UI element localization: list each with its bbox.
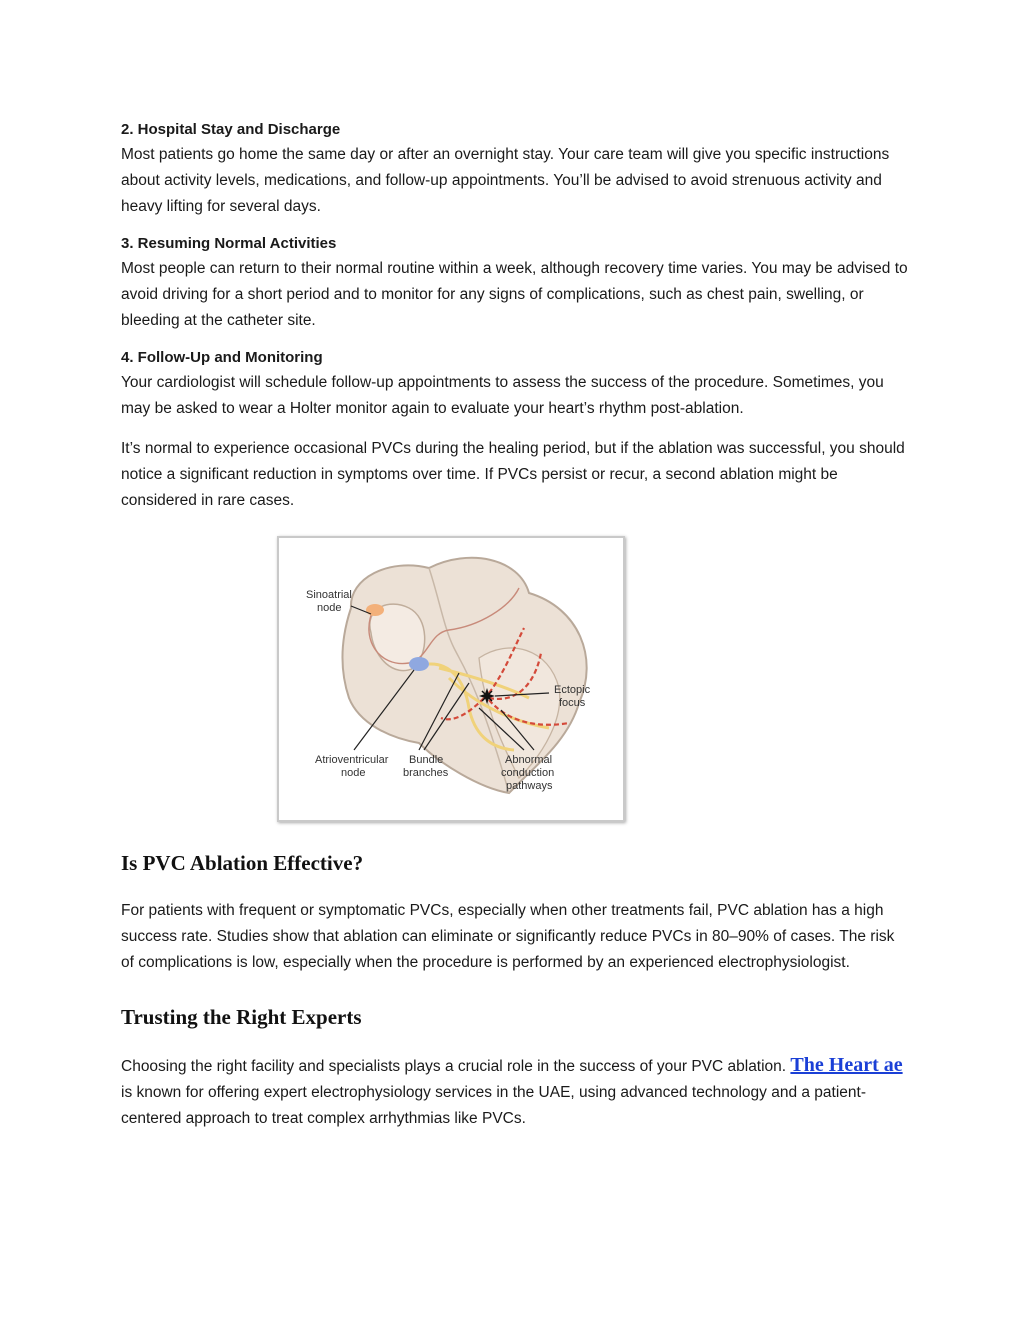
section-title: 4. Follow-Up and Monitoring [121, 349, 323, 366]
label-abnormal-pathways: conduction [501, 767, 555, 779]
section-body: Most people can return to their normal routine within a week, although recovery time varies. You may be advised to avoid driving for a short period and to monitor for any signs of complications, such as chest pain, swelling, or bleeding at the catheter site. [121, 260, 908, 329]
section-resuming-activities [121, 234, 911, 334]
label-abnormal-pathways: pathways [506, 780, 553, 792]
paragraph-pvcs-healing: It’s normal to experience occasional PVCs during the healing period, but if the ablation was successful, you should notice a significant reduction in symptoms over time. If PVCs persist or recur, a second ablation might be considered in rare cases. [121, 440, 905, 509]
section-follow-up [121, 348, 911, 422]
label-bundle-branches: Bundle [409, 754, 444, 766]
the-heart-link[interactable]: The Heart ae [790, 1054, 903, 1076]
section-body: Most patients go home the same day or after an overnight stay. Your care team will give you specific instructions about activity levels, medications, and follow-up appointments. You’ll be advised to avoid strenuous activity and heavy lifting for several days. [121, 146, 890, 215]
paragraph-effective: For patients with frequent or symptomatic PVCs, especially when other treatments fail, PVC ablation has a high success rate. Studies show that ablation can eliminate or significantly reduce PVCs in 80–90% of cases. The risk of complications is low, especially when the procedure is performed by an experienced electrophysiologist. [121, 902, 895, 971]
section-hospital-stay [121, 120, 911, 220]
label-av-node: Atrioventricular [315, 754, 389, 766]
heading-experts: Trusting the Right Experts [121, 1005, 362, 1029]
av-node [409, 657, 429, 671]
section-title: 2. Hospital Stay and Discharge [121, 121, 341, 138]
experts-text-before: Choosing the right facility and specialists plays a crucial role in the success of your PVC ablation. [121, 1058, 791, 1075]
label-abnormal-pathways: Abnormal [505, 754, 553, 766]
experts-text-after: is known for offering expert electrophysiology services in the UAE, using advanced technology and a patient-centered approach to treat complex arrhythmias like PVCs. [121, 1084, 867, 1127]
heading-effective: Is PVC Ablation Effective? [121, 851, 364, 875]
section-body: Your cardiologist will schedule follow-up appointments to assess the success of the procedure. Sometimes, you may be asked to wear a Holter monitor again to evaluate your heart’s rhythm post-ablation. [121, 374, 884, 417]
document-page [121, 120, 911, 1132]
heart-diagram [279, 538, 619, 816]
section-title: 3. Resuming Normal Activities [121, 235, 337, 252]
label-bundle-branches: branches [403, 767, 449, 779]
label-av-node: node [341, 767, 366, 779]
sa-node [366, 604, 384, 616]
label-sa-node: node [317, 602, 342, 614]
label-sa-node: Sinoatrial [306, 589, 352, 601]
label-ectopic-focus: Ectopic [554, 684, 591, 696]
paragraph-experts [121, 1052, 911, 1132]
label-ectopic-focus: focus [559, 697, 586, 709]
heart-conduction-figure [277, 536, 625, 822]
